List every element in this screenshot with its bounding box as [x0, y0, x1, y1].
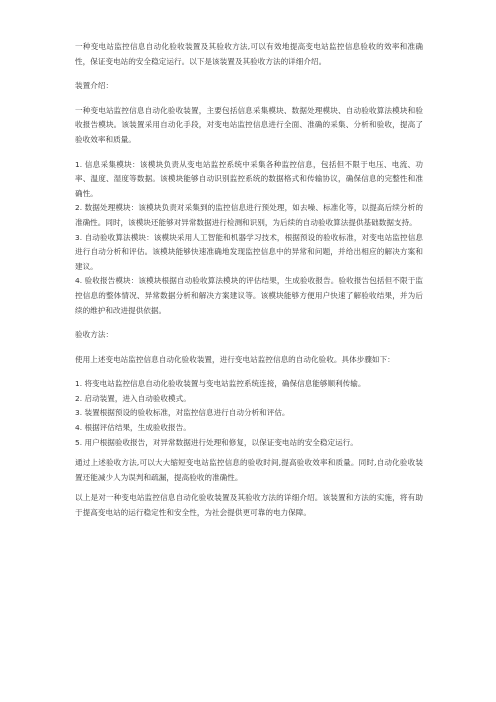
list-item-number: 1.	[75, 159, 83, 169]
list-item	[75, 201, 423, 230]
list-item-text: 验收报告模块：该模块根据自动验收算法模块的评估结果，生成验收报告。验收报告包括但不限于监控信息的整体情况、异常数据分析和解决方案建议等。该模块能够方便用户快速了解验收结果，并为后续的维护和改进提供依据。	[75, 276, 423, 315]
document-page	[75, 40, 423, 521]
conclusion-paragraph: 以上是对一种变电站监控信息自动化验收装置及其验收方法的详细介绍。该装置和方法的实施，将有助于提高变电站的运行稳定性和安全性，为社会提供更可靠的电力保障。	[75, 493, 423, 518]
module-list	[75, 158, 423, 319]
list-item-text: 信息采集模块：该模块负责从变电站监控系统中采集各种监控信息，包括但不限于电压、电流、功率、温度、湿度等数据。该模块能够自动识别监控系统的数据格式和传输协议，确保信息的完整性和准确性。	[75, 159, 423, 198]
method-heading: 验收方法：	[75, 330, 114, 340]
list-item	[75, 274, 423, 318]
list-item-number: 5.	[75, 437, 83, 447]
list-item	[75, 392, 423, 407]
list-item	[75, 436, 423, 451]
list-item-number: 2.	[75, 203, 83, 213]
method-intro-paragraph: 使用上述变电站监控信息自动化验收装置，进行变电站监控信息的自动化验收。具体步骤如下：	[75, 354, 395, 364]
device-heading: 装置介绍：	[75, 81, 114, 91]
list-item-number: 3.	[75, 408, 83, 418]
intro-paragraph: 一种变电站监控信息自动化验收装置及其验收方法,可以有效地提高变电站监控信息验收的效率和准确性，保证变电站的安全稳定运行。以下是该装置及其验收方法的详细介绍。	[75, 42, 423, 66]
list-item	[75, 158, 423, 202]
list-item-number: 3.	[75, 232, 83, 242]
list-item-text: 启动装置，进入自动验收模式。	[82, 393, 191, 403]
list-item-text: 自动验收算法模块：该模块采用人工智能和机器学习技术，根据预设的验收标准，对变电站监控信息进行自动分析和评估。该模块能够快速准确地发现监控信息中的异常和问题，并给出相应的解决方案和建议。	[75, 232, 423, 271]
list-item	[75, 421, 423, 436]
step-list	[75, 377, 423, 450]
list-item	[75, 406, 423, 421]
list-item-text: 根据评估结果，生成验收报告。	[82, 423, 191, 433]
list-item	[75, 377, 423, 392]
method-summary-paragraph: 通过上述验收方法,可以大大缩短变电站监控信息的验收时间,提高验收效率和质量。同时,自动化验收装置还能减少人为误判和疏漏，提高验收的准确性。	[75, 458, 423, 482]
list-item-number: 1.	[75, 379, 83, 389]
list-item-text: 数据处理模块：该模块负责对采集到的监控信息进行预处理，如去噪、标准化等，以提高后续分析的准确性。同时，该模块还能够对异常数据进行检测和识别，为后续的自动验收算法提供基础数据支持。	[75, 203, 423, 227]
list-item-number: 2.	[75, 393, 83, 403]
list-item-text: 用户根据验收报告，对异常数据进行处理和修复，以保证变电站的安全稳定运行。	[82, 437, 358, 447]
list-item-text: 将变电站监控信息自动化验收装置与变电站监控系统连接，确保信息能够顺利传输。	[82, 379, 366, 389]
list-item-number: 4.	[75, 423, 83, 433]
list-item-text: 装置根据预设的验收标准，对监控信息进行自动分析和评估。	[82, 408, 290, 418]
list-item-number: 4.	[75, 276, 83, 286]
list-item	[75, 231, 423, 275]
device-intro-paragraph: 一种变电站监控信息自动化验收装置，主要包括信息采集模块、数据处理模块、自动验收算法模块和验收报告模块。该装置采用自动化手段，对变电站监控信息进行全面、准确的采集、分析和验收，提高了验收效率和质量。	[75, 105, 423, 144]
